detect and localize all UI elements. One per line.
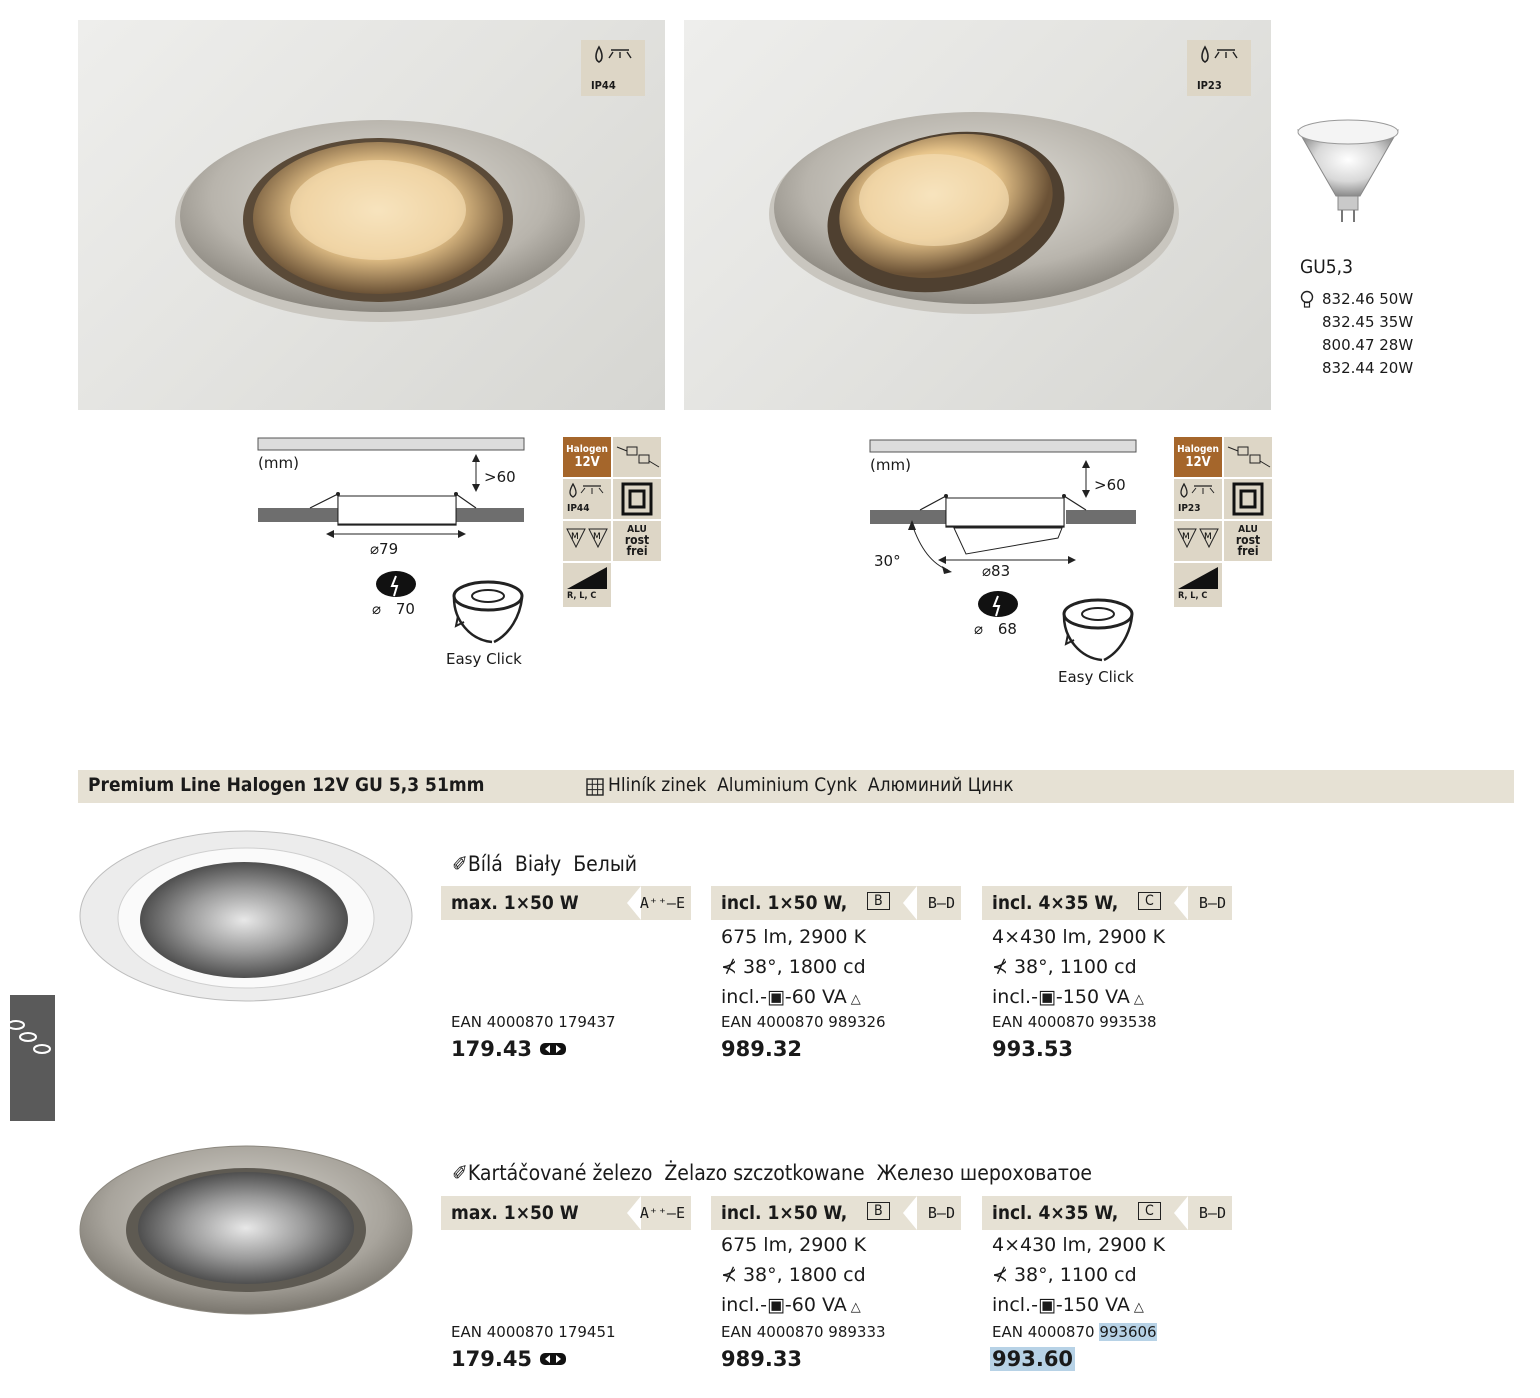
halogen-label: Halogen [566,444,608,455]
beam-angle-value: 38°, 1800 cd [742,956,866,978]
beam-angle-icon: ⊀ [992,1264,1014,1286]
beam-angle-icon: ⊀ [992,956,1014,978]
cross-section-drawing [862,432,1152,582]
article-number: 989.33 [721,1347,803,1371]
brushed-downlight-image [78,1140,414,1316]
cutout-value: 70 [395,600,415,618]
mm-mark-icon [563,521,611,561]
transformer [992,982,1165,1015]
energy-label-box: B [867,1202,890,1220]
safety-mark-icon: △ [850,1300,861,1315]
transformer-value: 150 VA [1062,986,1130,1008]
energy-class-range: A⁺⁺–E [639,894,685,912]
article-number-value: 179.45 [451,1347,533,1371]
ean-code: EAN 4000870 993538 [992,1013,1157,1031]
variant-column [711,886,961,1066]
ip-rating: IP23 [1197,79,1222,92]
beam-angle [992,1260,1165,1290]
frei-label: frei [626,544,648,558]
swivel-downlight-image [684,20,1271,410]
dimmer-label: R, L, C [1178,591,1208,601]
variant-column [711,1196,961,1376]
safety-mark-icon: △ [1133,992,1144,1007]
ean-prefix: EAN 4000870 [992,1323,1100,1341]
beam-angle-value: 38°, 1100 cd [1013,1264,1137,1286]
svg-text:M: M [1182,532,1190,542]
dimmer-label: R, L, C [567,591,597,601]
ip-badge [581,40,645,96]
incl-label: incl. [721,986,761,1008]
variant-column [982,886,1232,1066]
brush-icon: ✐ [452,1161,468,1185]
socket-type: GU5,3 [1300,256,1353,278]
fixed-downlight-image [78,20,665,410]
ip-text: IP44 [567,503,590,514]
energy-label-box: C [1138,1202,1161,1220]
transformer-icon: -▣- [1031,986,1063,1008]
cable-icon [1224,437,1272,477]
halogen-badge [1174,437,1222,477]
depth-label: >60 [484,468,516,486]
incl-label: incl. [992,1294,1032,1316]
color-variant-white [440,828,637,876]
transformer [992,1290,1165,1323]
spec-list [721,922,866,1015]
variant-column [441,1196,691,1376]
swap-icon [539,1041,567,1057]
column-header-label: incl. 4×35 W, [992,1202,1119,1224]
diameter-label: ⌀79 [370,540,399,558]
easy-click-label: Easy Click [1058,668,1134,686]
beam-angle-value: 38°, 1800 cd [742,1264,866,1286]
depth-label: >60 [1094,476,1126,494]
material-grid-icon [586,778,604,796]
beam-angle-value: 38°, 1100 cd [1013,956,1137,978]
transformer-icon: -▣- [1031,1294,1063,1316]
column-header-label: max. 1×50 W [451,1202,579,1224]
diameter-symbol: ⌀ [372,600,382,618]
feature-icon-grid-left [563,437,663,609]
svg-text:M: M [571,532,579,542]
column-header-label: max. 1×50 W [451,892,579,914]
alu-rostfrei-icon [1224,521,1272,561]
spec-list [992,1230,1165,1323]
luminous-flux: 675 lm, 2900 K [721,926,867,948]
unit-label: (mm) [870,456,911,474]
material-text: Hliník zinek Aluminium Cynk Алюминий Цинк [608,774,1014,796]
safety-mark-icon: △ [1133,1300,1144,1315]
column-header-label: incl. 1×50 W, [721,1202,848,1224]
white-downlight-image [78,828,414,1004]
halogen-badge [563,437,611,477]
swap-icon [539,1351,567,1367]
easy-click-icon [1058,594,1138,666]
energy-class-range: B–D [927,894,955,912]
ean-code [992,1323,1157,1341]
side-tab [10,995,55,1121]
color-name: Kartáčované železo Żelazo szczotkowane Железо шероховатое [467,1161,1093,1185]
energy-arrow [903,886,917,920]
rost-label: rost [1235,533,1261,547]
article-number [451,1347,567,1371]
protection-class-icon [613,479,661,519]
cable-icon [613,437,661,477]
easy-click-label: Easy Click [446,650,522,668]
article-number-value: 179.43 [451,1037,533,1061]
luminous-flux: 4×430 lm, 2900 K [992,1234,1166,1256]
installation-diagram-right [862,432,1172,692]
variant-column [441,886,691,1066]
section-header [78,770,1514,803]
luminous-flux: 4×430 lm, 2900 K [992,926,1166,948]
column-header [441,1196,691,1230]
rost-label: rost [624,533,650,547]
halogen-label: Halogen [1177,444,1219,455]
ean-code: EAN 4000870 989333 [721,1323,886,1341]
installation-diagram-left [250,430,550,680]
energy-arrow [1174,1196,1188,1230]
ip-icon [1174,479,1222,519]
transformer-icon: -▣- [760,986,792,1008]
incl-label: incl. [992,986,1032,1008]
beam-angle-icon: ⊀ [721,956,743,978]
dimmer-icon [1174,563,1222,607]
energy-class-range: B–D [927,1204,955,1222]
svg-text:M: M [593,532,601,542]
column-header [982,1196,1232,1230]
energy-class-range: B–D [1198,1204,1226,1222]
product-photo-swivel [684,20,1271,410]
color-name: Bílá Biały Белый [467,852,638,876]
energy-label-box: B [867,892,890,910]
section-title: Premium Line Halogen 12V GU 5,3 51mm [88,774,485,796]
bulb-icon [1300,290,1314,310]
ip-text: IP23 [1178,503,1201,514]
lamp-item: 800.47 28W [1322,336,1414,354]
downlight-category-icon [10,995,55,1121]
article-number: 989.32 [721,1037,803,1061]
dimmer-icon [563,563,611,607]
diameter-symbol: ⌀ [974,620,984,638]
spec-list [721,1230,866,1323]
water-protection-icon [1199,44,1241,66]
transformer-value: 60 VA [791,986,847,1008]
transformer-icon: -▣- [760,1294,792,1316]
mm-mark-icon [1174,521,1222,561]
transformer [721,982,866,1015]
transformer-value: 60 VA [791,1294,847,1316]
voltage-label: 12V [1185,455,1211,470]
transformer-value: 150 VA [1062,1294,1130,1316]
ean-code: EAN 4000870 989326 [721,1013,886,1031]
cutout-label [372,600,415,618]
brush-icon: ✐ [452,852,468,876]
feature-icon-grid-right [1174,437,1274,609]
water-protection-icon [593,44,635,66]
lamp-item: 832.44 20W [1322,359,1414,377]
ip-icon [563,479,611,519]
safety-mark-icon: △ [850,992,861,1007]
easy-click-icon [448,576,528,648]
article-number: 993.53 [992,1037,1074,1061]
ip-badge [1187,40,1251,96]
beam-angle [721,952,866,982]
lamp-list [1322,288,1413,380]
energy-class-range: A⁺⁺–E [639,1204,685,1222]
energy-class-range: B–D [1198,894,1226,912]
unit-label: (mm) [258,454,299,472]
voltage-label: 12V [574,455,600,470]
column-header [711,886,961,920]
cutout-label [974,620,1017,638]
luminous-flux: 675 lm, 2900 K [721,1234,867,1256]
column-header [982,886,1232,920]
tilt-label: 30° [874,552,901,570]
alu-label: ALU [627,524,647,535]
energy-arrow [1174,886,1188,920]
column-header-label: incl. 1×50 W, [721,892,848,914]
beam-angle-icon: ⊀ [721,1264,743,1286]
column-header-label: incl. 4×35 W, [992,892,1119,914]
frei-label: frei [1237,544,1259,558]
energy-arrow [903,1196,917,1230]
product-photo-fixed [78,20,665,410]
ean-highlighted-text[interactable]: 993606 [1099,1323,1157,1341]
alu-rostfrei-icon [613,521,661,561]
ean-code: EAN 4000870 179451 [451,1323,616,1341]
cutout-value: 68 [997,620,1017,638]
energy-label-box: C [1138,892,1161,910]
spec-list [992,922,1165,1015]
gu53-bulb-image [1288,118,1408,228]
lamp-item: 832.46 50W [1322,290,1414,308]
variant-column [982,1196,1232,1376]
column-header [711,1196,961,1230]
transformer [721,1290,866,1323]
beam-angle [992,952,1165,982]
protection-class-icon [1224,479,1272,519]
diameter-label: ⌀83 [982,562,1011,580]
article-number-highlighted[interactable]: 993.60 [992,1347,1074,1371]
svg-text:M: M [1204,532,1212,542]
ip-rating: IP44 [591,79,616,92]
column-header [441,886,691,920]
ean-code: EAN 4000870 179437 [451,1013,616,1031]
incl-label: incl. [721,1294,761,1316]
lamp-item: 832.45 35W [1322,313,1414,331]
alu-label: ALU [1238,524,1258,535]
beam-angle [721,1260,866,1290]
color-variant-brushed [440,1137,1092,1185]
article-number [451,1037,567,1061]
